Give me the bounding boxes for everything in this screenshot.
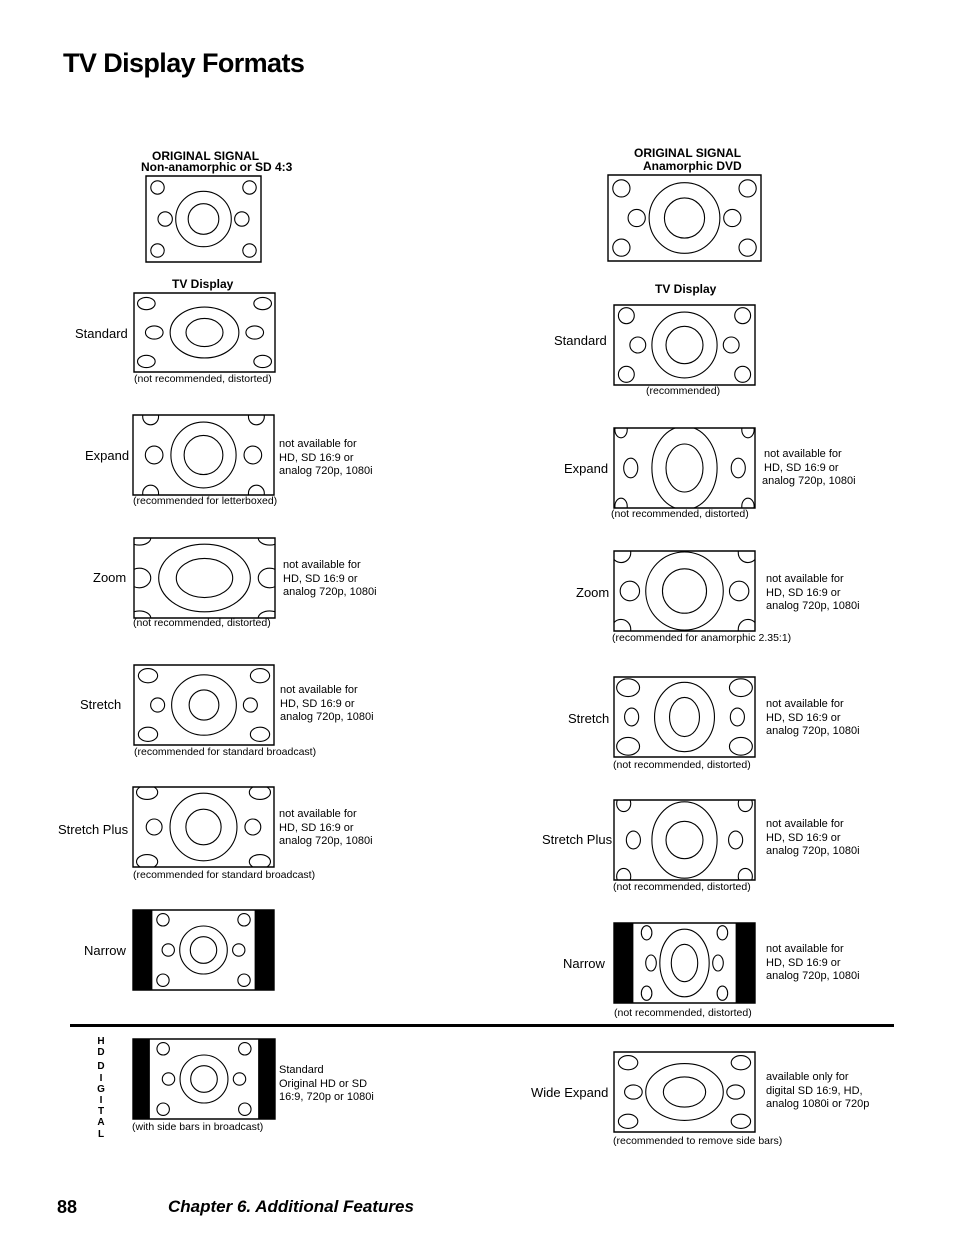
right-caption-stretch-plus: (not recommended, distorted): [613, 881, 751, 893]
diagram-shape: [238, 914, 250, 926]
right-signal-line1: ORIGINAL SIGNAL: [634, 146, 742, 160]
diagram-shape: [188, 204, 219, 235]
right-original-signal-diagram: [608, 175, 761, 261]
diagram-shape: [159, 544, 251, 612]
diagram-shape: [243, 244, 256, 257]
left-standard-diagram: [134, 293, 275, 372]
diagram-shape: [246, 326, 264, 339]
left-label-standard: Standard: [75, 326, 128, 341]
diagram-shape: [176, 191, 232, 246]
diagram-shape: [724, 209, 741, 226]
diagram-shape: [641, 926, 652, 940]
diagram-shape: [233, 944, 245, 956]
screen-frame: [134, 665, 274, 745]
diagram-shape: [670, 697, 700, 736]
left-label-expand: Expand: [85, 448, 130, 463]
screen-frame: [133, 415, 274, 495]
diagram-shape: [646, 1064, 724, 1121]
left-tv-display-heading: TV Display: [172, 277, 234, 291]
diagram-shape: [239, 1103, 251, 1115]
left-stretch-plus-diagram: [133, 787, 274, 867]
side-bar: [258, 1039, 275, 1119]
diagram-shape: [170, 793, 237, 861]
diagram-shape: [617, 796, 631, 812]
diagram-shape: [646, 552, 724, 630]
right-caption-narrow: (not recommended, distorted): [614, 1007, 752, 1019]
diagram-shape: [739, 239, 756, 256]
diagram-shape: [180, 926, 228, 974]
left-caption-hd: (with side bars in broadcast): [132, 1121, 264, 1133]
diagram-shape: [138, 355, 156, 367]
diagram-shape: [723, 337, 739, 353]
page-number: 88: [57, 1197, 78, 1217]
diagram-shape: [176, 558, 232, 597]
left-narrow-diagram: [133, 910, 274, 990]
right-note-wide-expand: available only for digital SD 16:9, HD, analog 1080i or 720p: [766, 1071, 870, 1110]
screen-frame: [146, 176, 261, 262]
diagram-shape: [172, 675, 237, 735]
diagram-shape: [250, 727, 269, 741]
diagram-shape: [729, 737, 752, 755]
left-hd-sidebars-diagram: [133, 1039, 275, 1119]
diagram-shape: [664, 198, 704, 238]
right-tv-display-heading: TV Display: [655, 282, 717, 296]
diagram-shape: [186, 809, 221, 845]
right-caption-stretch: (not recommended, distorted): [613, 759, 751, 771]
diagram-shape: [235, 212, 249, 226]
left-label-narrow: Narrow: [84, 943, 126, 958]
left-stretch-diagram: [134, 665, 274, 745]
diagram-shape: [660, 929, 709, 997]
right-label-stretch-plus: Stretch Plus: [542, 832, 613, 847]
diagram-shape: [138, 669, 157, 683]
diagram-shape: [184, 435, 223, 474]
diagram-shape: [646, 955, 657, 971]
hd-divider-line: [70, 1024, 894, 1027]
diagram-shape: [258, 568, 281, 588]
right-note-zoom: not available for HD, SD 16:9 or analog 720p, 1080i: [766, 573, 860, 612]
diagram-shape: [671, 944, 697, 981]
screen-frame: [614, 428, 755, 508]
diagram-shape: [617, 679, 640, 697]
side-bar: [255, 910, 274, 990]
left-caption-stretch-plus: (recommended for standard broadcast): [133, 869, 316, 881]
left-label-zoom: Zoom: [93, 570, 127, 585]
right-label-wide-expand: Wide Expand: [531, 1085, 609, 1100]
screen-frame: [133, 1039, 275, 1119]
diagram-shape: [731, 1114, 750, 1128]
hd-digital-vertical-label: H D D I G I T A L: [97, 1036, 105, 1140]
diagram-shape: [652, 426, 717, 510]
right-note-stretch: not available for HD, SD 16:9 or analog 720p, 1080i: [766, 698, 860, 737]
diagram-shape: [628, 209, 645, 226]
diagram-shape: [738, 796, 752, 812]
diagram-shape: [618, 366, 634, 382]
right-stretch-plus-diagram: [614, 800, 755, 880]
diagram-shape: [238, 974, 250, 986]
right-signal-line2: Anamorphic DVD: [643, 159, 742, 173]
diagram-shape: [254, 297, 272, 309]
side-bar: [614, 923, 633, 1003]
screen-frame: [614, 677, 755, 757]
left-label-stretch: Stretch: [80, 697, 122, 712]
diagram-shape: [666, 326, 703, 363]
diagram-shape: [190, 937, 216, 964]
diagram-shape: [735, 308, 751, 324]
left-note-hd: Standard Original HD or SD 16:9, 720p or 1080i: [279, 1064, 374, 1103]
diagram-shape: [145, 446, 163, 464]
screen-frame: [614, 800, 755, 880]
diagram-shape: [630, 337, 646, 353]
left-zoom-diagram: [134, 538, 275, 618]
diagram-shape: [729, 581, 748, 601]
diagram-shape: [151, 698, 165, 712]
screen-frame: [133, 787, 274, 867]
diagram-shape: [189, 690, 219, 720]
diagram-shape: [186, 318, 223, 346]
diagram-shape: [649, 183, 720, 254]
diagram-shape: [146, 819, 162, 835]
screen-frame: [614, 923, 755, 1003]
left-caption-standard: (not recommended, distorted): [134, 373, 272, 385]
diagram-shape: [157, 974, 169, 986]
diagram-shape: [739, 180, 756, 197]
right-note-expand: not available for HD, SD 16:9 or analog 720p, 1080i: [762, 448, 856, 487]
diagram-shape: [145, 326, 163, 339]
diagram-shape: [162, 1073, 174, 1085]
diagram-shape: [615, 422, 627, 438]
diagram-shape: [233, 1073, 245, 1085]
diagram-shape: [250, 669, 269, 683]
diagram-shape: [243, 181, 256, 194]
diagram-shape: [727, 1085, 745, 1099]
right-standard-diagram: [614, 305, 755, 385]
left-note-stretch: not available for HD, SD 16:9 or analog 720p, 1080i: [280, 684, 374, 723]
diagram-shape: [248, 409, 264, 425]
screen-frame: [133, 910, 274, 990]
right-caption-wide-expand: (recommended to remove side bars): [613, 1135, 783, 1147]
right-zoom-diagram: [614, 551, 755, 631]
diagram-shape: [717, 986, 728, 1000]
diagram-shape: [618, 1114, 637, 1128]
left-caption-expand: (recommended for letterboxed): [133, 495, 278, 507]
diagram-shape: [735, 366, 751, 382]
diagram-shape: [162, 944, 174, 956]
diagram-shape: [254, 355, 272, 367]
diagram-shape: [143, 409, 159, 425]
left-label-stretch-plus: Stretch Plus: [58, 822, 129, 837]
diagram-shape: [730, 708, 744, 726]
diagram-shape: [666, 444, 703, 492]
right-wide-expand-diagram: [614, 1052, 755, 1132]
right-note-narrow: not available for HD, SD 16:9 or analog 720p, 1080i: [766, 943, 860, 982]
right-label-standard: Standard: [554, 333, 607, 348]
diagram-shape: [171, 422, 236, 488]
right-stretch-diagram: [614, 677, 755, 757]
diagram-shape: [157, 1103, 169, 1115]
diagram-shape: [128, 568, 151, 588]
left-signal-line1: ORIGINAL SIGNAL: [152, 149, 260, 163]
diagram-shape: [731, 1056, 750, 1070]
screen-frame: [614, 551, 755, 631]
diagram-shape: [626, 831, 640, 849]
left-caption-stretch: (recommended for standard broadcast): [134, 746, 317, 758]
left-note-zoom: not available for HD, SD 16:9 or analog 720p, 1080i: [283, 559, 377, 598]
side-bar: [133, 910, 152, 990]
page-title: TV Display Formats: [63, 48, 305, 78]
left-expand-diagram: [133, 415, 274, 495]
diagram-shape: [662, 569, 706, 613]
right-caption-standard: (recommended): [646, 385, 721, 397]
diagram-shape: [713, 955, 724, 971]
right-caption-expand: (not recommended, distorted): [611, 508, 749, 520]
side-bar: [133, 1039, 150, 1119]
diagram-shape: [641, 986, 652, 1000]
diagram-shape: [655, 682, 715, 751]
left-note-expand: not available for HD, SD 16:9 or analog 720p, 1080i: [279, 438, 373, 477]
left-original-signal-diagram: [146, 176, 261, 262]
diagram-shape: [618, 308, 634, 324]
right-narrow-diagram: [614, 923, 755, 1003]
diagram-shape: [666, 821, 703, 858]
right-expand-diagram: [614, 428, 755, 508]
right-label-narrow: Narrow: [563, 956, 605, 971]
diagram-shape: [652, 802, 717, 878]
screen-frame: [614, 305, 755, 385]
diagram-shape: [244, 446, 262, 464]
right-label-expand: Expand: [564, 461, 609, 476]
diagram-shape: [742, 422, 754, 438]
diagram-shape: [625, 708, 639, 726]
diagram-shape: [151, 181, 164, 194]
diagram-shape: [624, 458, 638, 478]
diagram-shape: [620, 581, 639, 601]
diagram-shape: [239, 1043, 251, 1055]
diagram-shape: [663, 1077, 705, 1107]
diagram-shape: [652, 312, 717, 378]
diagram-shape: [729, 679, 752, 697]
right-label-zoom: Zoom: [576, 585, 610, 600]
diagram-shape: [157, 914, 169, 926]
left-note-stretch-plus: not available for HD, SD 16:9 or analog 720p, 1080i: [279, 808, 373, 847]
diagram-shape: [158, 212, 172, 226]
right-caption-zoom: (recommended for anamorphic 2.35:1): [612, 632, 792, 644]
diagram-shape: [170, 307, 239, 358]
diagram-shape: [157, 1043, 169, 1055]
diagram-shape: [731, 458, 745, 478]
diagram-shape: [243, 698, 257, 712]
diagram-shape: [138, 727, 157, 741]
diagram-shape: [151, 244, 164, 257]
diagram-shape: [613, 180, 630, 197]
diagram-shape: [729, 831, 743, 849]
side-bar: [736, 923, 755, 1003]
right-label-stretch: Stretch: [568, 711, 610, 726]
diagram-shape: [180, 1055, 228, 1103]
diagram-shape: [613, 239, 630, 256]
diagram-shape: [717, 926, 728, 940]
screen-frame: [608, 175, 761, 261]
right-note-stretch-plus: not available for HD, SD 16:9 or analog 720p, 1080i: [766, 818, 860, 857]
screen-frame: [134, 538, 275, 618]
diagram-shape: [618, 1056, 637, 1070]
diagram-shape: [191, 1066, 218, 1093]
left-caption-zoom: (not recommended, distorted): [133, 617, 271, 629]
diagram-shape: [138, 297, 156, 309]
chapter-title: Chapter 6. Additional Features: [168, 1197, 414, 1216]
left-signal-line2: Non-anamorphic or SD 4:3: [141, 160, 293, 174]
diagram-shape: [617, 737, 640, 755]
diagram-shape: [245, 819, 261, 835]
diagram-shape: [625, 1085, 643, 1099]
